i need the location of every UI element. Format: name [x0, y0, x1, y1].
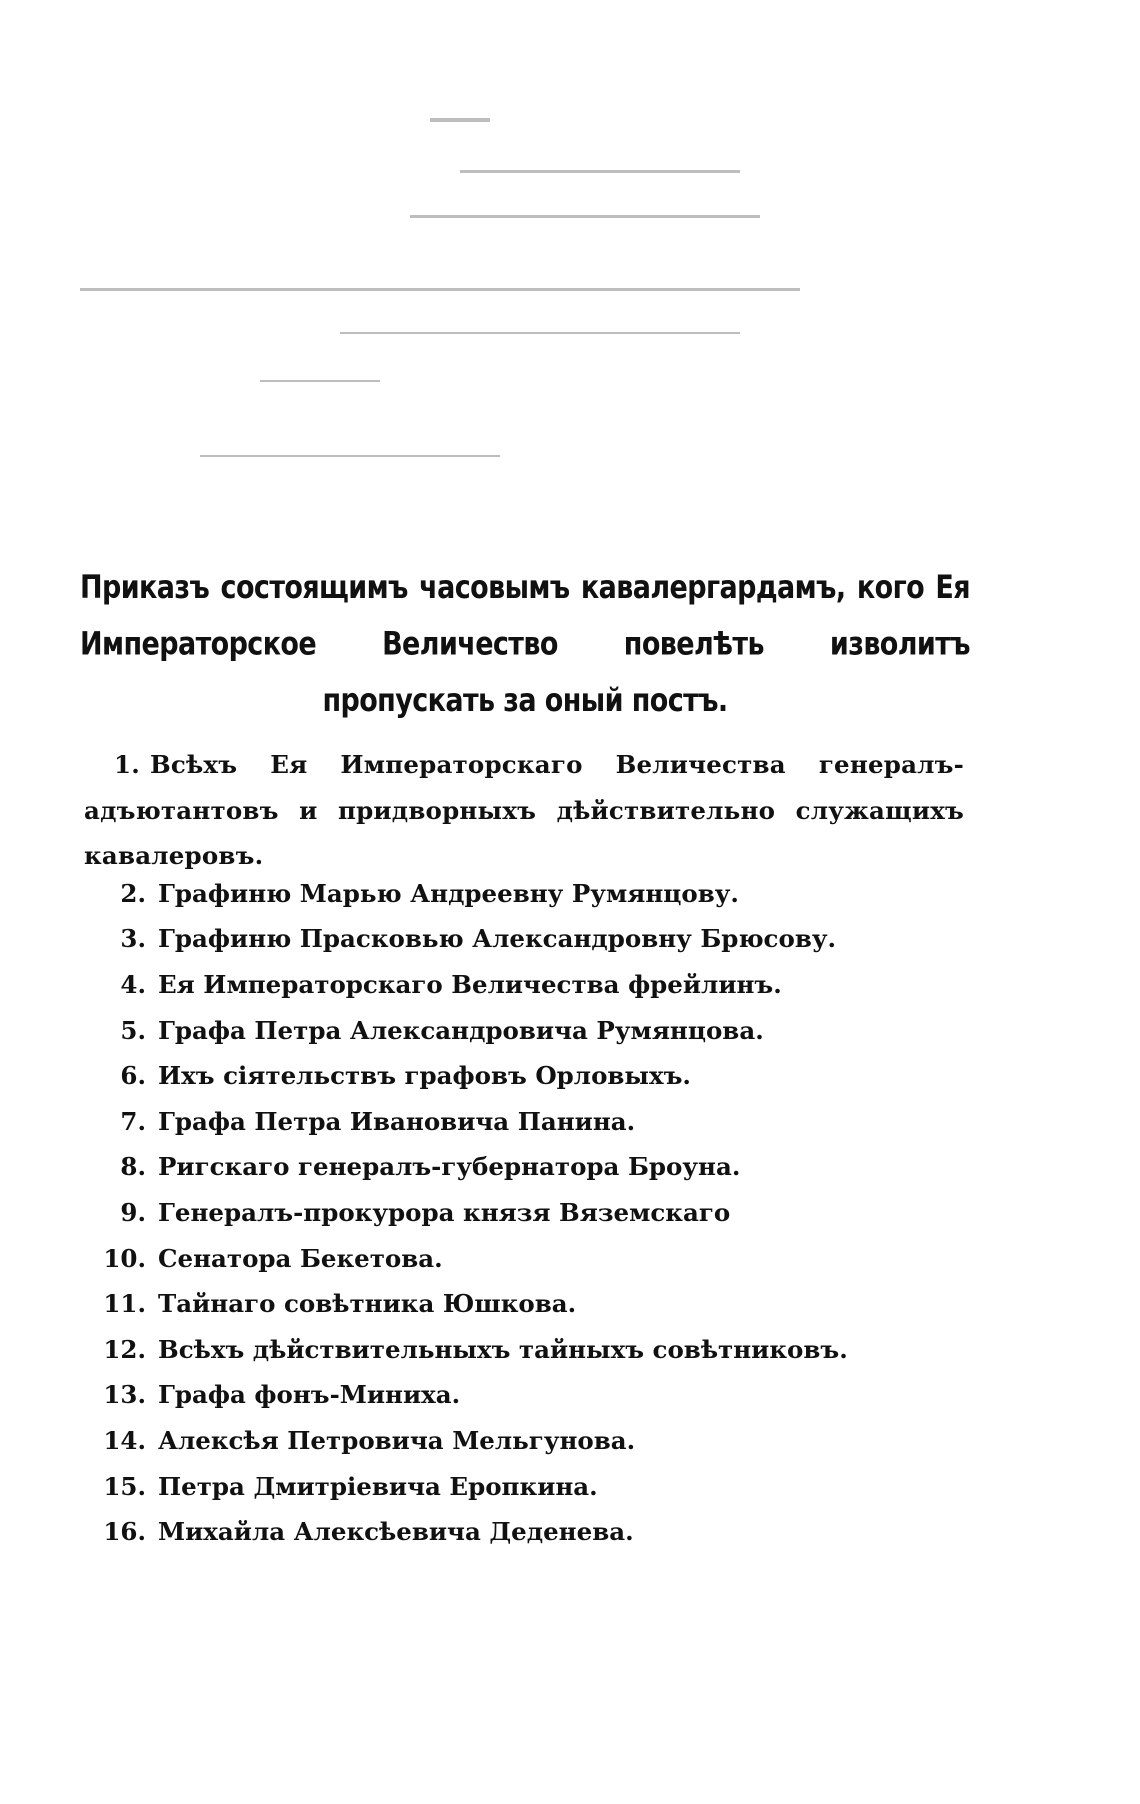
item-text: Графа Петра Ивановича Панина.	[158, 1106, 636, 1136]
item-text: Сенатора Бекетова.	[158, 1243, 443, 1273]
item-number: 7.	[120, 1106, 146, 1136]
list-item	[84, 1289, 964, 1335]
item-text: Ихъ сіятельствъ графовъ Орловыхъ.	[158, 1061, 691, 1091]
list-item	[84, 1380, 964, 1426]
permitted-persons-list	[84, 742, 964, 1563]
list-item	[84, 1517, 964, 1563]
list-item	[84, 1472, 964, 1518]
item-number: 6.	[120, 1061, 146, 1091]
list-item	[84, 924, 964, 970]
item-text: Графиню Прасковью Александровну Брюсову.	[158, 924, 837, 954]
item-number: 8.	[120, 1152, 146, 1182]
item-number: 9.	[120, 1197, 146, 1227]
item-text: Графа Петра Александровича Румянцова.	[158, 1015, 764, 1045]
item-number: 12.	[103, 1334, 146, 1364]
item-text: Михайла Алексѣевича Деденева.	[158, 1517, 634, 1547]
item-number: 13.	[103, 1380, 146, 1410]
item-number: 4.	[120, 969, 146, 999]
item-number: 10.	[103, 1243, 146, 1273]
item-number: 15.	[103, 1471, 146, 1501]
list-item	[84, 1016, 964, 1062]
list-item	[84, 1198, 964, 1244]
item-number: 11.	[103, 1289, 146, 1319]
item-text: Петра Дмитріевича Еропкина.	[158, 1471, 598, 1501]
item-text: Графиню Марью Андреевну Румянцову.	[158, 878, 739, 908]
item-number: 5.	[120, 1015, 146, 1045]
item-text: Ригскаго генералъ-губернатора Броуна.	[158, 1152, 741, 1182]
item-text: Всѣхъ Ея Императорскаго Величества генералъ-адъютантовъ и придворныхъ дѣйствительно служащихъ кавалеровъ.	[84, 750, 964, 871]
item-number: 2.	[120, 878, 146, 908]
list-item	[84, 1107, 964, 1153]
item-number: 1.	[114, 750, 140, 779]
item-text: Всѣхъ дѣйствительныхъ тайныхъ совѣтниковъ.	[158, 1334, 848, 1364]
list-item	[84, 1244, 964, 1290]
item-number: 3.	[120, 924, 146, 954]
list-item	[84, 1335, 964, 1381]
item-text: Генералъ-прокурора князя Вяземскаго	[158, 1197, 731, 1227]
list-item	[84, 1426, 964, 1472]
item-text: Алексѣя Петровича Мельгунова.	[158, 1425, 636, 1455]
item-text: Ея Императорскаго Величества фрейлинъ.	[158, 969, 782, 999]
item-text: Графа фонъ-Миниха.	[158, 1380, 461, 1410]
list-item	[84, 742, 964, 879]
item-number: 16.	[103, 1517, 146, 1547]
list-item	[84, 879, 964, 925]
item-number: 14.	[103, 1425, 146, 1455]
order-heading: Приказъ состоящимъ часовымъ кавалергардамъ, кого Ея Императорское Величество повелѣть изволитъ пропускать за оный постъ.	[80, 569, 970, 720]
item-text: Тайнаго совѣтника Юшкова.	[158, 1289, 577, 1319]
list-item	[84, 970, 964, 1016]
list-item	[84, 1061, 964, 1107]
bleed-through-traces	[80, 110, 960, 530]
list-item	[84, 1152, 964, 1198]
